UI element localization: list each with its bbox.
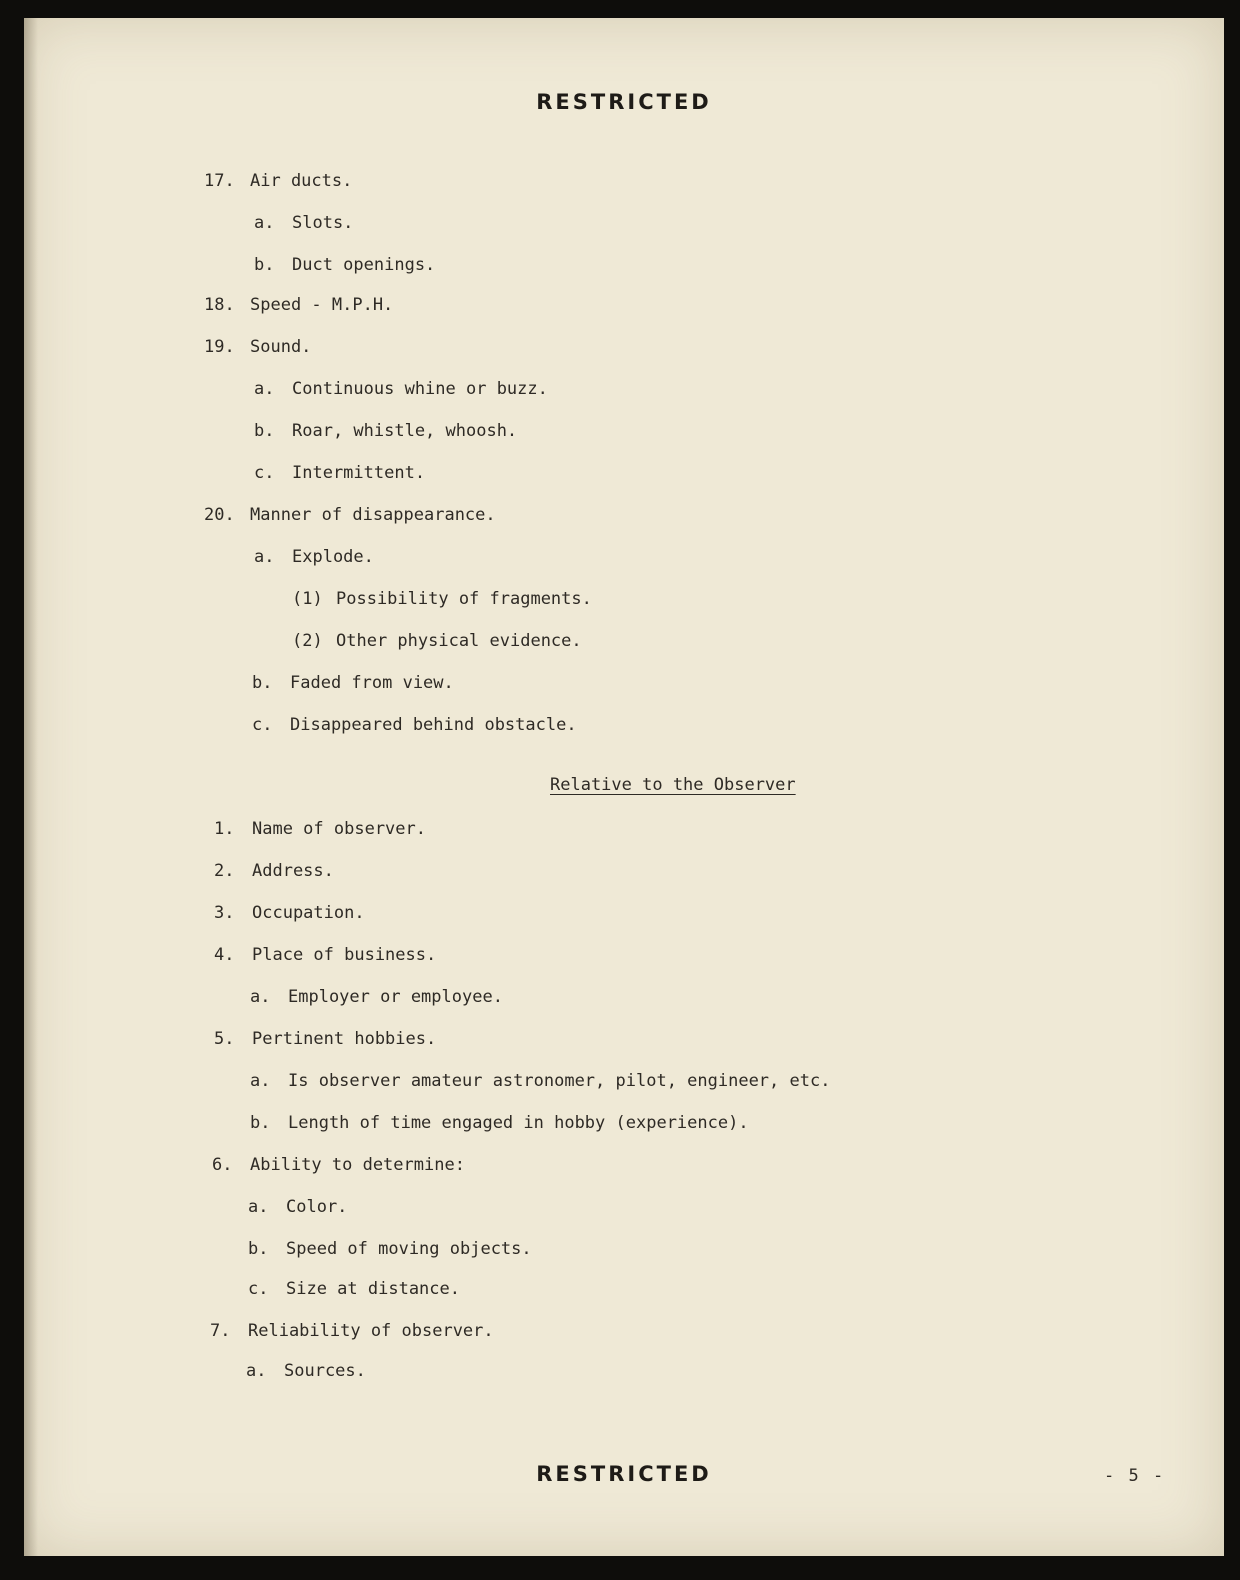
item-number: c. [254,463,275,483]
item-text: Manner of disappearance. [250,505,496,525]
item-number: c. [252,715,273,735]
item-text: Is observer amateur astronomer, pilot, engineer, etc. [288,1071,831,1091]
item-text: Occupation. [252,903,365,923]
list-item [248,1196,347,1218]
item-text: Pertinent hobbies. [252,1029,437,1049]
list-item [204,294,393,316]
footer-restricted-stamp: RESTRICTED [536,1462,712,1486]
list-item [248,1238,532,1260]
list-item [292,630,582,652]
item-text: Possibility of fragments. [336,589,592,609]
list-item [254,378,548,400]
list-item [204,336,311,358]
item-number: a. [254,547,275,567]
page-number: - 5 - [1104,1466,1166,1486]
list-item [254,254,435,276]
item-text: Size at distance. [286,1279,460,1299]
item-text: Employer or employee. [288,987,503,1007]
item-number: a. [250,987,271,1007]
item-text: Intermittent. [292,463,426,483]
item-number: 2. [214,861,235,881]
item-text: Color. [286,1197,348,1217]
item-number: b. [250,1113,271,1133]
item-text: Speed - M.P.H. [250,295,394,315]
item-number: a. [248,1197,269,1217]
item-number: a. [246,1361,267,1381]
list-item [214,860,334,882]
list-item [254,420,517,442]
item-text: Sound. [250,337,312,357]
item-number: b. [252,673,273,693]
list-item [214,944,436,966]
item-number: b. [254,255,275,275]
item-text: Explode. [292,547,374,567]
list-item [214,818,426,840]
item-text: Duct openings. [292,255,436,275]
item-number: a. [254,379,275,399]
list-item [250,1112,749,1134]
item-text: Continuous whine or buzz. [292,379,548,399]
item-text: Place of business. [252,945,437,965]
item-number: b. [248,1239,269,1259]
list-item [214,1028,436,1050]
item-text: Other physical evidence. [336,631,582,651]
list-item [204,504,496,526]
item-text: Slots. [292,213,354,233]
list-item [210,1320,494,1342]
item-number: 18. [204,295,235,315]
document-page [24,18,1224,1556]
list-item [248,1278,460,1300]
item-number: 5. [214,1029,235,1049]
item-number: b. [254,421,275,441]
item-text: Address. [252,861,334,881]
item-number: (2) [292,631,323,651]
list-item [252,672,454,694]
list-item [254,212,353,234]
list-item [212,1154,465,1176]
item-text: Faded from view. [290,673,454,693]
item-number: 17. [204,171,235,191]
item-text: Air ducts. [250,171,353,191]
item-text: Roar, whistle, whoosh. [292,421,518,441]
item-number: a. [250,1071,271,1091]
item-text: Name of observer. [252,819,426,839]
list-item [214,902,365,924]
item-number: 6. [212,1155,233,1175]
item-text: Speed of moving objects. [286,1239,532,1259]
list-item [250,1070,830,1092]
item-text: Sources. [284,1361,366,1381]
item-number: 1. [214,819,235,839]
list-item [250,986,503,1008]
list-item [292,588,592,610]
list-item [254,546,374,568]
item-text: Ability to determine: [250,1155,465,1175]
list-item [252,714,577,736]
list-item [204,170,352,192]
item-text: Length of time engaged in hobby (experience). [288,1113,749,1133]
item-number: 19. [204,337,235,357]
header-restricted-stamp: RESTRICTED [536,90,712,114]
item-text: Disappeared behind obstacle. [290,715,577,735]
item-number: 7. [210,1321,231,1341]
item-number: (1) [292,589,323,609]
item-number: 3. [214,903,235,923]
list-item [246,1360,366,1382]
item-number: a. [254,213,275,233]
item-text: Reliability of observer. [248,1321,494,1341]
list-item [254,462,425,484]
item-number: 20. [204,505,235,525]
item-number: 4. [214,945,235,965]
item-number: c. [248,1279,269,1299]
section-heading: Relative to the Observer [550,775,796,795]
